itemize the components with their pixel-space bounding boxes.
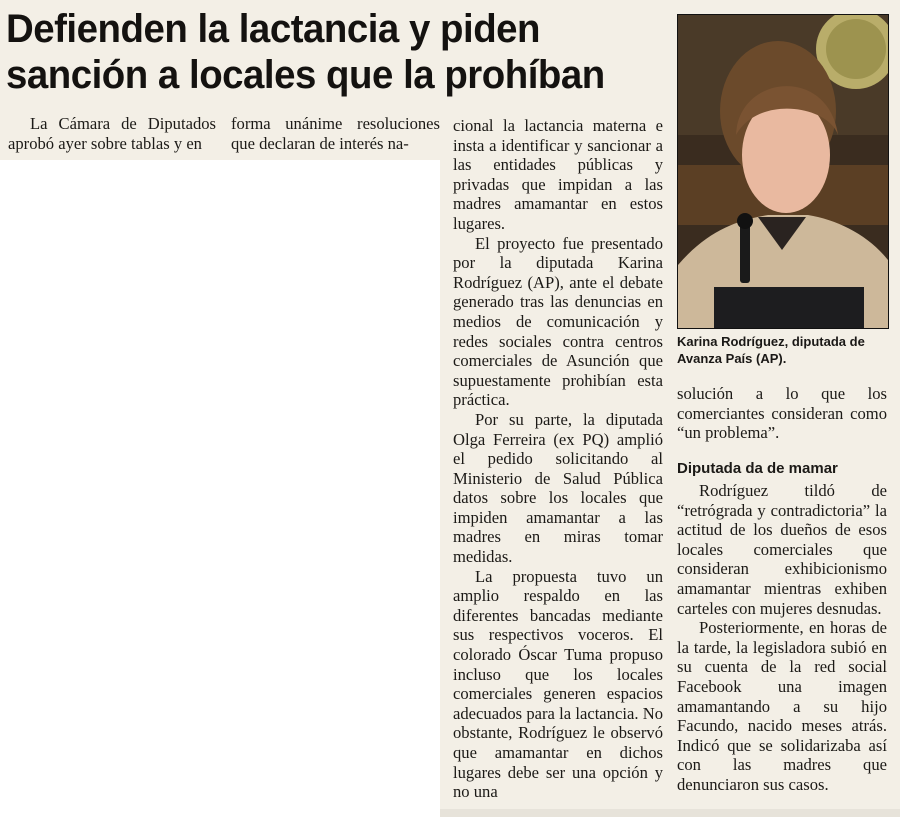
column-4-top (677, 384, 887, 443)
column-2 (231, 114, 440, 153)
headline: Defienden la lactancia y piden sanción a locales que la prohíban (6, 7, 605, 97)
paragraph: Por su parte, la diputada Olga Ferreira (ex PQ) amplió el pedido solicitando al Ministerio de Salud Pública datos sobre los locales que impiden amamantar a las madres en miras tomar medidas. (453, 409, 663, 567)
column-4 (677, 481, 887, 795)
column-1-text: La Cámara de Diputados aprobó ayer sobre tablas y en (8, 114, 216, 153)
portrait-photo (677, 14, 889, 329)
paragraph: Rodríguez tildó de “retrógrada y contradictoria” la actitud de los dueños de esos locales comerciales que consideran exhibicionismo amamantar mientras exhiben carteles con mujeres desnudas. (677, 481, 887, 618)
column-2-text: forma unánime resoluciones que declaran de interés na- (231, 114, 440, 153)
paragraph: cional la lactancia materna e insta a identificar y sancionar a las entidades públicas y privadas que impidan a las madres amamantar en estos lugares. (453, 116, 663, 233)
paragraph: Posteriormente, en horas de la tarde, la legisladora subió en su cuenta de la red social Facebook una imagen amamantando a su hijo Facundo, nacido meses atrás. Indicó que se solidarizaba así con las madres que denunciaron sus casos. (677, 618, 887, 794)
blank-area (0, 160, 440, 817)
column-3 (453, 116, 663, 802)
paragraph: La propuesta tuvo un amplio respaldo en las diferentes bancadas mediante sus respectivos voceros. El colorado Óscar Tuma propuso incluso que los locales comerciales generen espacios adecuados para la lactancia. No obstante, Rodríguez le observó que amamantar en dichos lugares debe ser una opción y no una (453, 566, 663, 802)
photo-caption: Karina Rodríguez, diputada de Avanza País (AP). (677, 334, 865, 366)
paragraph: solución a lo que los comerciantes consideran como “un problema”. (677, 384, 887, 443)
page-edge (440, 809, 900, 817)
paragraph: El proyecto fue presentado por la diputada Karina Rodríguez (AP), ante el debate generado tras las denuncias en medios de comunicación y redes sociales contra centros comerciales de Asunción que supuestamente prohibían esta práctica. (453, 233, 663, 410)
portrait-illustration (678, 15, 888, 328)
subheading: Diputada da de mamar (677, 460, 838, 477)
column-1 (8, 114, 216, 153)
